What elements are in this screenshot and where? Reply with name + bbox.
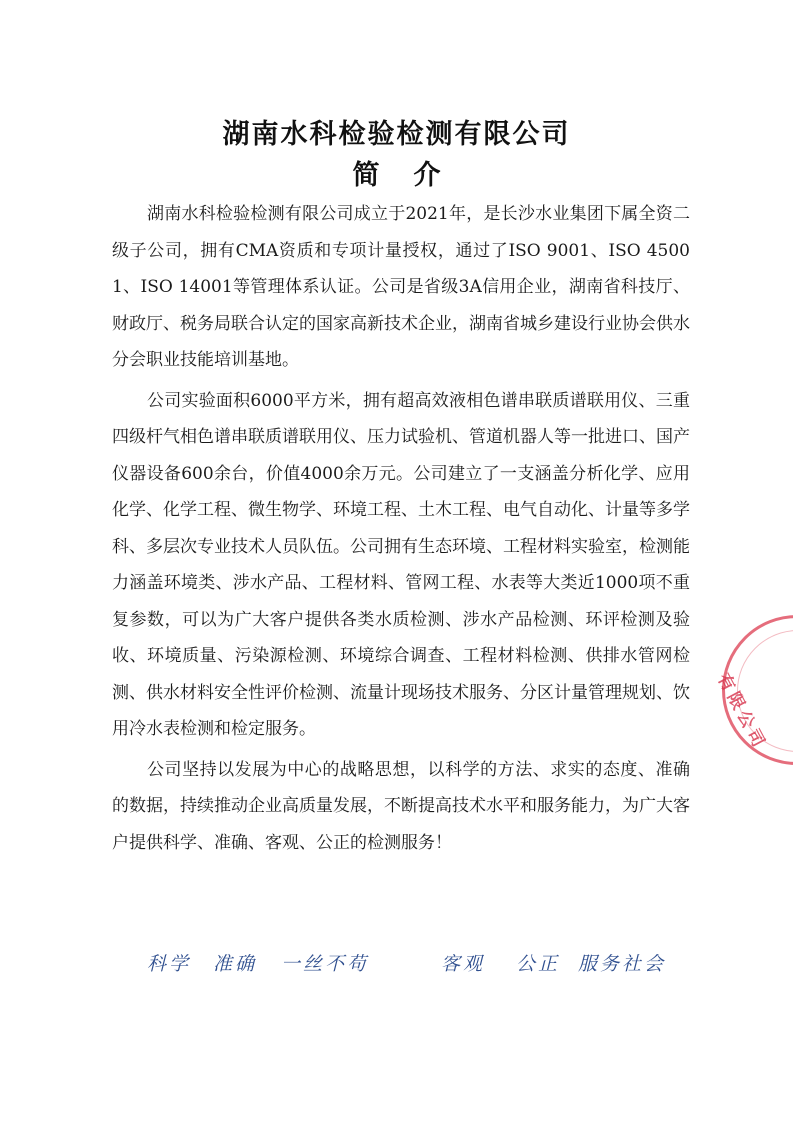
document-body <box>112 196 690 861</box>
slogan-row <box>0 949 793 979</box>
document-title: 湖南水科检验检测有限公司 <box>222 119 571 150</box>
document-subtitle: 简介 <box>352 160 475 191</box>
company-seal-stamp <box>712 615 793 765</box>
slogan-item: 一丝不苟 <box>281 953 370 975</box>
slogan-item: 公正 <box>516 953 561 975</box>
seal-text: 有限公司 <box>712 670 771 754</box>
paragraph-intro: 湖南水科检验检测有限公司成立于2021年，是长沙水业集团下属全资二级子公司，拥有CMA资质和专项计量授权，通过了ISO 9001、ISO 45001、ISO 14001等管理体系认证。公司是省级3A信用企业，湖南省科技厅、财政厅、税务局联合认定的国家高新技术企业，湖南省城乡建设行业协会供水分会职业技能培训基地。 <box>112 204 690 370</box>
paragraph-philosophy: 公司坚持以发展为中心的战略思想，以科学的方法、求实的态度、准确的数据，持续推动企业高质量发展，不断提高技术水平和服务能力，为广大客户提供科学、准确、客观、公正的检测服务！ <box>112 759 690 853</box>
slogan-item: 客观 <box>441 953 486 975</box>
slogan-item: 准确 <box>213 953 258 975</box>
slogan-item: 服务社会 <box>578 953 667 975</box>
paragraph-capabilities: 公司实验面积6000平方米，拥有超高效液相色谱串联质谱联用仪、三重四级杆气相色谱串联质谱联用仪、压力试验机、管道机器人等一批进口、国产仪器设备600余台，价值4000余万元。公司建立了一支涵盖分析化学、应用化学、化学工程、微生物学、环境工程、土木工程、电气自动化、计量等多学科、多层次专业技术人员队伍。公司拥有生态环境、工程材料实验室，检测能力涵盖环境类、涉水产品、工程材料、管网工程、水表等大类近1000项不重复参数，可以为广大客户提供各类水质检测、涉水产品检测、环评检测及验收、环境质量、污染源检测、环境综合调查、工程材料检测、供排水管网检测、供水材料安全性评价检测、流量计现场技术服务、分区计量管理规划、饮用冷水表检测和检定服务。 <box>112 390 690 739</box>
slogan-item: 科学 <box>147 953 192 975</box>
